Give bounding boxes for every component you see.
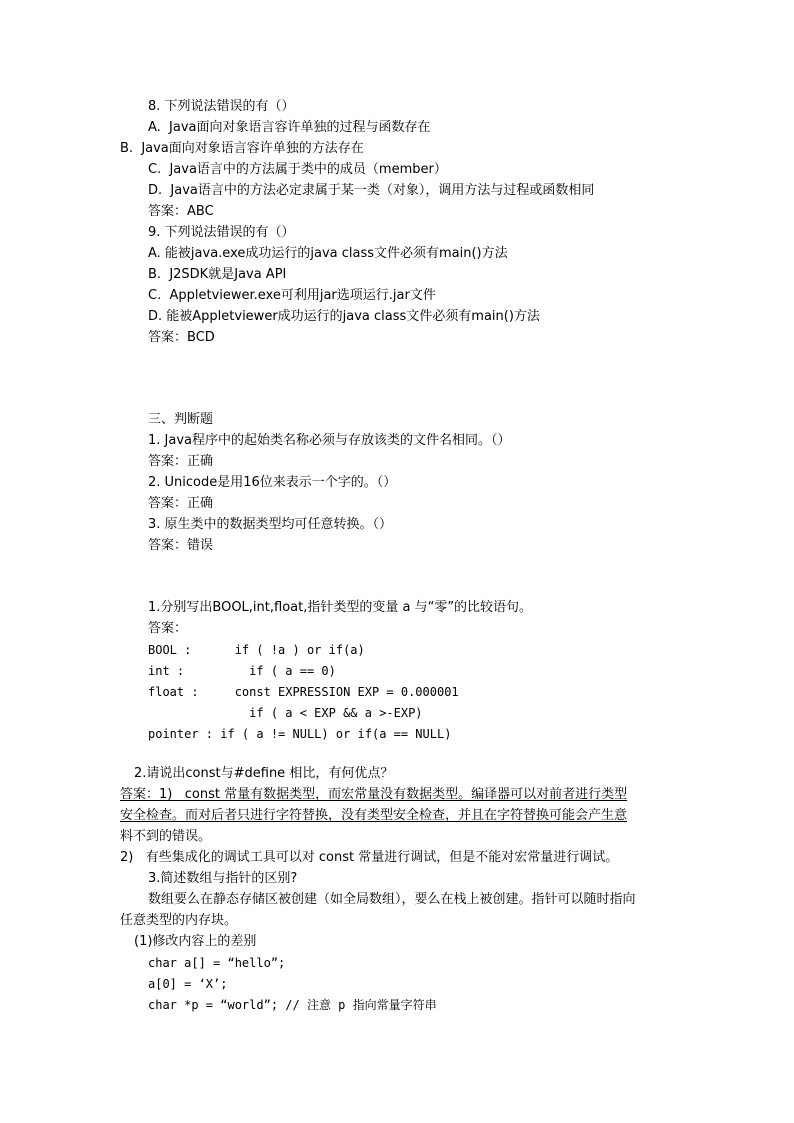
- q8-question: 8. 下列说法错误的有（）: [148, 99, 295, 114]
- code-line: char a[] = “hello”;: [148, 956, 286, 970]
- q8-option-c: C. Java语言中的方法属于类中的成员（member）: [148, 162, 447, 177]
- short-q3-para-line1: 数组要么在静态存储区被创建（如全局数组），要么在栈上被创建。指针可以随时指向: [148, 892, 636, 907]
- q8-answer: 答案：ABC: [148, 204, 214, 219]
- q9-option-a: A. 能被java.exe成功运行的java class文件必须有main()方法: [148, 246, 508, 261]
- short-q2-answer-line2: 安全检查。而对后者只进行字符替换，没有类型安全检查，并且在字符替换可能会产生意: [120, 808, 628, 823]
- code-line: a[0] = ‘X’;: [148, 977, 228, 991]
- q9-option-d: D. 能被Appletviewer成功运行的java class文件必须有main()方法: [148, 309, 540, 324]
- short-q1-answer-label: 答案：: [148, 621, 188, 636]
- q9-question: 9. 下列说法错误的有（）: [148, 225, 295, 240]
- judge-a1: 答案：正确: [148, 454, 214, 469]
- code-line: pointer : if ( a != NULL) or if(a == NULL): [148, 727, 452, 741]
- q8-option-d: D. Java语言中的方法必定隶属于某一类（对象），调用方法与过程或函数相同: [148, 183, 595, 198]
- short-q2-answer-line3: 料不到的错误。: [120, 829, 212, 844]
- q9-option-c: C. Appletviewer.exe可利用jar选项运行.jar文件: [148, 288, 436, 303]
- short-q2-point2: 2) 有些集成化的调试工具可以对 const 常量进行调试，但是不能对宏常量进行调试。: [120, 850, 619, 865]
- code-line: BOOL : if ( !a ) or if(a): [148, 643, 365, 657]
- code-line: int : if ( a == 0): [148, 664, 336, 678]
- short-q3-para-line2: 任意类型的内存块。: [120, 913, 238, 928]
- judge-q1: 1. Java程序中的起始类名称必须与存放该类的文件名相同。（）: [148, 433, 511, 448]
- q9-answer: 答案：BCD: [148, 330, 215, 345]
- judge-a2: 答案：正确: [148, 496, 214, 511]
- q9-option-b: B. J2SDK就是Java API: [148, 267, 287, 282]
- judge-q3: 3. 原生类中的数据类型均可任意转换。（）: [148, 517, 393, 532]
- q8-option-b: B. Java面向对象语言容许单独的方法存在: [120, 141, 364, 156]
- short-q3-sub-heading: (1)修改内容上的差别: [134, 934, 257, 949]
- code-line: char *p = “world”; // 注意 p 指向常量字符串: [148, 998, 437, 1012]
- judge-a3: 答案：错误: [148, 538, 214, 553]
- q8-option-a: A. Java面向对象语言容许单独的过程与函数存在: [148, 120, 431, 135]
- judge-heading: 三、判断题: [148, 412, 214, 427]
- short-q2-answer-line1: 答案：1) const 常量有数据类型，而宏常量没有数据类型。编译器可以对前者进行类型: [120, 787, 628, 802]
- code-line: if ( a < EXP && a >-EXP): [148, 706, 423, 720]
- short-q1-question: 1.分别写出BOOL,int,float,指针类型的变量 a 与“零”的比较语句。: [148, 600, 533, 615]
- short-q2-question: 2.请说出const与#define 相比，有何优点？: [134, 766, 394, 781]
- code-line: float : const EXPRESSION EXP = 0.000001: [148, 685, 459, 699]
- judge-q2: 2. Unicode是用16位来表示一个字的。（）: [148, 475, 397, 490]
- short-q3-question: 3.简述数组与指针的区别?: [148, 871, 298, 886]
